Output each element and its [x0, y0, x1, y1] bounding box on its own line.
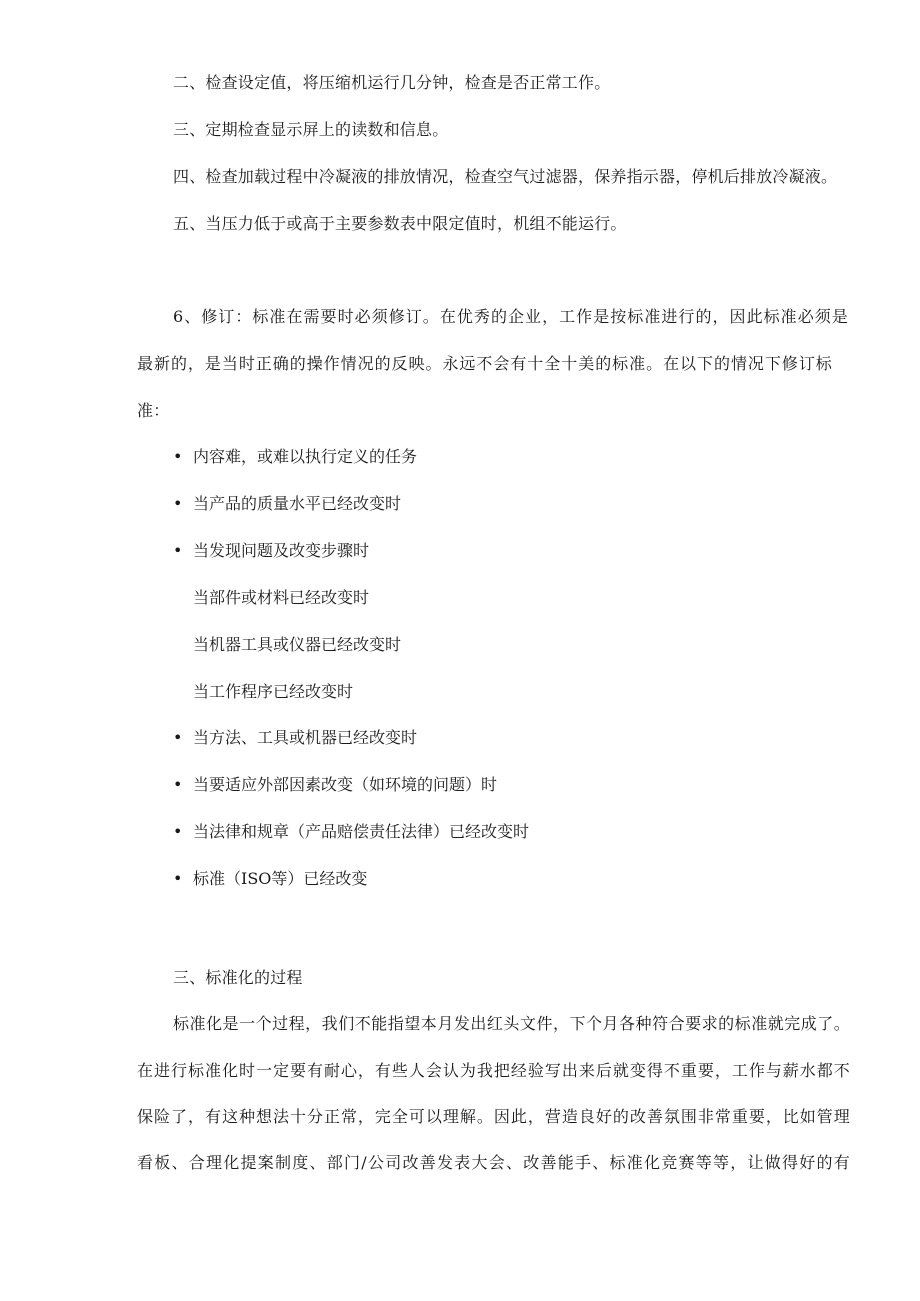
revision-paragraph-line-3: 准： [137, 401, 170, 420]
list-item [173, 635, 401, 655]
check-item-5: 五、当压力低于或高于主要参数表中限定值时，机组不能运行。 [173, 214, 627, 233]
list-item-text: 当要适应外部因素改变（如环境的问题）时 [193, 775, 498, 794]
list-item-text: 内容难，或难以执行定义的任务 [193, 447, 418, 466]
section-paragraph-line-1: 标准化是一个过程，我们不能指望本月发出红头文件，下个月各种符合要求的标准就完成了。 [173, 1014, 850, 1033]
list-item [173, 869, 367, 889]
list-item [173, 588, 369, 608]
bullet-icon: • [173, 869, 183, 888]
section-paragraph-line-3: 保险了，有这种想法十分正常，完全可以理解。因此，营造良好的改善氛围非常重要，比如管理 [137, 1107, 850, 1126]
bullet-icon: • [173, 447, 183, 466]
list-item-text: 当工作程序已经改变时 [193, 682, 354, 701]
list-item [173, 494, 401, 514]
list-item-text: 当机器工具或仪器已经改变时 [193, 635, 402, 654]
list-item [173, 728, 417, 748]
list-item-text: 当产品的质量水平已经改变时 [193, 494, 402, 513]
check-item-4: 四、检查加载过程中冷凝液的排放情况，检查空气过滤器，保养指示器，停机后排放冷凝液。 [173, 167, 838, 186]
list-item-text: 当方法、工具或机器已经改变时 [193, 728, 418, 747]
bullet-icon: • [173, 728, 183, 747]
list-item [173, 775, 497, 795]
list-item-text: 当法律和规章（产品赔偿责任法律）已经改变时 [193, 822, 530, 841]
revision-paragraph-line-2: 最新的，是当时正确的操作情况的反映。永远不会有十全十美的标准。在以下的情况下修订标 [137, 354, 832, 373]
section-paragraph-line-2: 在进行标准化时一定要有耐心，有些人会认为我把经验写出来后就变得不重要，工作与薪水都不 [137, 1061, 850, 1080]
bullet-icon: • [173, 494, 183, 513]
bullet-icon: • [173, 775, 183, 794]
section-paragraph-line-4: 看板、合理化提案制度、部门/公司改善发表大会、改善能手、标准化竞赛等等，让做得好的有 [137, 1153, 850, 1172]
check-item-2: 二、检查设定值，将压缩机运行几分钟，检查是否正常工作。 [173, 73, 611, 92]
check-item-3: 三、定期检查显示屏上的读数和信息。 [173, 120, 449, 139]
bullet-icon: • [173, 822, 183, 841]
list-item [173, 447, 417, 467]
list-item-text: 当部件或材料已经改变时 [193, 588, 370, 607]
list-item [173, 541, 369, 561]
list-item [173, 822, 529, 842]
list-item [173, 682, 353, 702]
revision-paragraph-line-1: 6、修订：标准在需要时必须修订。在优秀的企业，工作是按标准进行的，因此标准必须是 [173, 307, 848, 326]
list-item-text: 标准（ISO等）已经改变 [193, 869, 368, 888]
list-item-text: 当发现问题及改变步骤时 [193, 541, 370, 560]
bullet-icon: • [173, 541, 183, 560]
section-heading: 三、标准化的过程 [173, 968, 303, 987]
